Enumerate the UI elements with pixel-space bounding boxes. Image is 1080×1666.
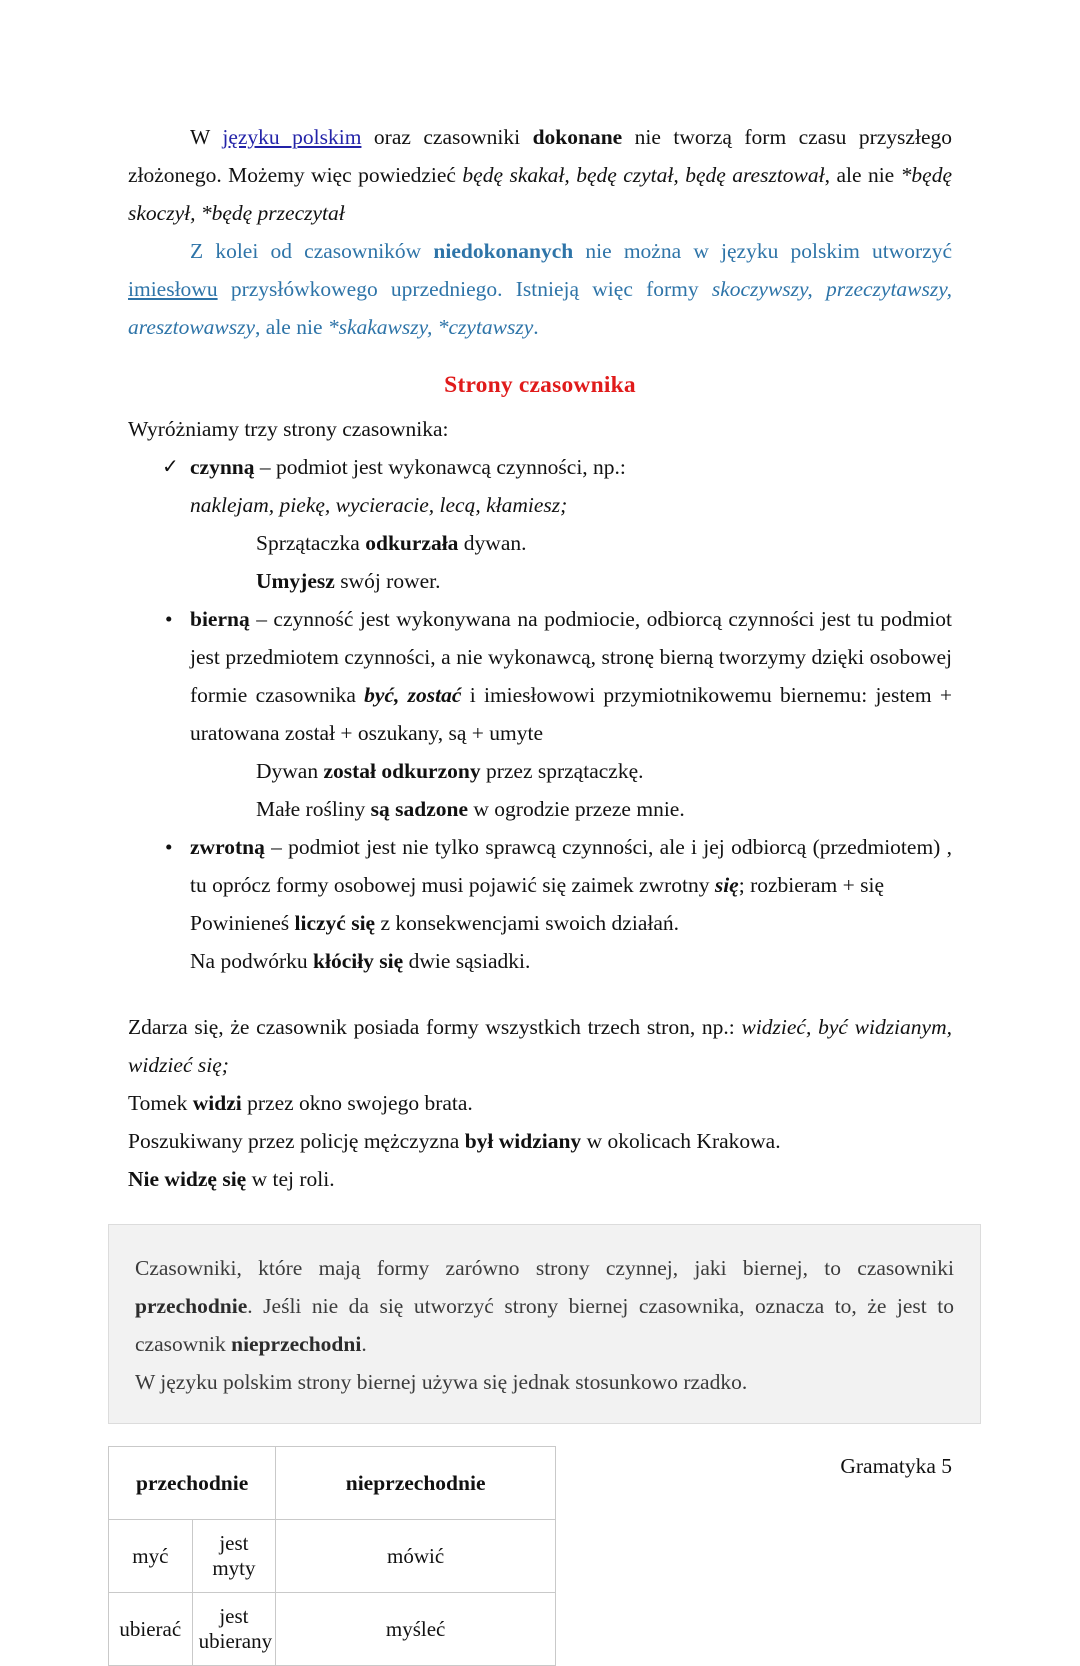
example-forms-4: *skakawszy, *czytawszy [327, 315, 534, 339]
callout-paragraph-2: W języku polskim strony biernej używa się jednak stosunkowo rzadko. [135, 1370, 748, 1394]
example-bold: Nie widzę się [128, 1167, 247, 1191]
example-pre: Powinieneś [190, 911, 295, 935]
example-post: przez okno swojego brata. [241, 1091, 473, 1115]
emphasis-sie: się [714, 873, 739, 897]
example-forms-1: będę skakał, będę czytał, będę aresztował [462, 163, 825, 187]
callout-text-b: . Jeśli nie da się utworzyć strony biernej czasownika, oznacza to, że jest to czasownik [135, 1294, 954, 1356]
example-pre: Sprzątaczka [256, 531, 366, 555]
emphasis-byc-zostac: być, zostać [364, 683, 462, 707]
section-heading: Strony czasownika [444, 372, 636, 398]
voice-name-bierna: bierną [190, 607, 250, 631]
table-cell: jest myty [192, 1520, 276, 1593]
voice-name-czynna: czynną [190, 455, 255, 479]
note-pre: Zdarza się, że czasownik posiada formy wszystkich trzech stron, np.: [128, 1015, 742, 1039]
intro-lead-text: W [190, 125, 223, 149]
paragraph-intro-1 [128, 118, 952, 232]
example-post: dywan. [458, 531, 527, 555]
intro2-text-1: nie można w języku polskim utworzyć [573, 239, 952, 263]
emphasis-nieprzechodni: nieprzechodni [231, 1332, 362, 1356]
example-post: w okolicach Krakowa. [581, 1129, 781, 1153]
example-post: swój rower. [334, 569, 441, 593]
example-pre: Na podwórku [190, 949, 314, 973]
example-forms-2: *będę skoczył, *będę przeczytał [128, 163, 953, 225]
example-pre: Tomek [128, 1091, 193, 1115]
table-header-nieprzechodnie: nieprzechodnie [276, 1447, 556, 1520]
emphasis-niedokonanych: niedokonanych [433, 239, 574, 263]
example-bold: odkurzała [365, 531, 459, 555]
example-bold: widzi [192, 1091, 242, 1115]
example-post: przez sprzątaczkę. [480, 759, 644, 783]
voice-definition-zwrotna-a: – podmiot jest nie tylko sprawcą czynności, ale i jej odbiorcą (przedmiotem) , tu oprócz formy osobowej musi pojawić się zaimek zwrotny [190, 835, 952, 897]
verb-transitivity-table-wrapper [108, 1446, 952, 1666]
voice-definition-bierna-b: i imiesłowowi przymiotnikowemu biernemu: jestem + uratowana został + oszukany, są + umyte [190, 683, 952, 745]
example-post: dwie sąsiadki. [403, 949, 531, 973]
list-item-voice-zwrotna [128, 828, 952, 904]
hyperlink-imieslowu[interactable]: imiesłowu [128, 277, 218, 301]
intro2-lead-text: Z kolei od czasowników [190, 239, 434, 263]
note-paragraph [128, 1008, 952, 1084]
intro2-text-2: przysłówkowego uprzedniego. Istnieją więc formy [217, 277, 712, 301]
bullet-dot-icon: • [165, 835, 173, 859]
table-header-przechodnie: przechodnie [109, 1447, 276, 1520]
table-cell: jest ubierany [192, 1593, 276, 1666]
example-pre: Dywan [256, 759, 324, 783]
table-cell: ubierać [109, 1593, 193, 1666]
example-post: w tej roli. [246, 1167, 335, 1191]
hyperlink-jezyku-polskim[interactable]: języku polskim [222, 125, 362, 149]
voice-bierna-text [190, 600, 952, 752]
intro-text-2: , ale nie [824, 163, 901, 187]
example-post: w ogrodzie przeze mnie. [468, 797, 685, 821]
example-bold: liczyć się [294, 911, 376, 935]
voice-definition-czynna: – podmiot jest wykonawcą czynności, np.: [254, 455, 626, 479]
voice-name-zwrotna: zwrotną [190, 835, 265, 859]
table-cell: myć [109, 1520, 193, 1593]
checkmark-icon: ✓ [162, 456, 179, 478]
list-item-voice-czynna [128, 448, 952, 486]
note-line-1 [128, 1084, 952, 1122]
emphasis-przechodnie: przechodnie [135, 1294, 248, 1318]
example-bold: kłóciły się [313, 949, 404, 973]
example-bold: Umyjesz [256, 569, 335, 593]
table-row [109, 1593, 556, 1666]
section-lead: Wyróżniamy trzy strony czasownika: [128, 417, 449, 441]
callout-paragraph-1 [135, 1249, 954, 1363]
voice-zwrotna-text [190, 828, 952, 904]
voice-definition-zwrotna-b: ; rozbieram + się [738, 873, 884, 897]
example-bold: był widziany [464, 1129, 582, 1153]
bullet-dot-icon: • [165, 607, 173, 631]
table-cell: mówić [276, 1520, 556, 1593]
note-line-3 [128, 1160, 952, 1198]
voice-czynna-example-2 [128, 562, 952, 600]
table-cell: myśleć [276, 1593, 556, 1666]
intro-after-link: oraz czasowniki [361, 125, 533, 149]
example-bold: są sadzone [370, 797, 469, 821]
intro-text-1: nie tworzą form czasu przyszłego złożonego. Możemy więc powiedzieć [128, 125, 952, 187]
voice-definition-bierna-a: – czynność jest wykonywana na podmiocie, odbiorcą czynności jest tu podmiot jest przedmiotem czynności, a nie wykonawcą, stronę bierną tworzymy dzięki osobowej formie czasownika [190, 607, 952, 707]
voice-zwrotna-example-1 [128, 904, 952, 942]
note-line-2 [128, 1122, 952, 1160]
example-post: z konsekwencjami swoich działań. [375, 911, 679, 935]
voice-bierna-example-1 [128, 752, 952, 790]
callout-box [108, 1224, 981, 1424]
table-header-row [109, 1447, 556, 1520]
voice-czynna-example-1 [128, 524, 952, 562]
note-italic-forms: widzieć, być widzianym, widzieć się; [128, 1015, 952, 1077]
table-row [109, 1520, 556, 1593]
voice-zwrotna-example-2 [128, 942, 952, 980]
example-pre: Poszukiwany przez policję mężczyzna [128, 1129, 465, 1153]
example-forms-3: skoczywszy, przeczytawszy, aresztowawszy [128, 277, 952, 339]
callout-text-c: . [361, 1332, 367, 1356]
emphasis-dokonane: dokonane [532, 125, 623, 149]
example-bold: został odkurzony [323, 759, 481, 783]
voice-czynna-italic-examples: naklejam, piekę, wycieracie, lecą, kłamiesz; [190, 493, 568, 517]
list-item-voice-bierna [128, 600, 952, 752]
example-pre: Małe rośliny [256, 797, 371, 821]
callout-text-a: Czasowniki, które mają formy zarówno strony czynnej, jaki biernej, to czasowniki [135, 1256, 954, 1280]
voice-bierna-example-2 [128, 790, 952, 828]
verb-transitivity-table [108, 1446, 556, 1666]
intro2-text-3: , ale nie [255, 315, 328, 339]
page-footer: Gramatyka 5 [840, 1454, 952, 1478]
paragraph-intro-2 [128, 232, 952, 346]
intro2-text-4: . [533, 315, 539, 339]
